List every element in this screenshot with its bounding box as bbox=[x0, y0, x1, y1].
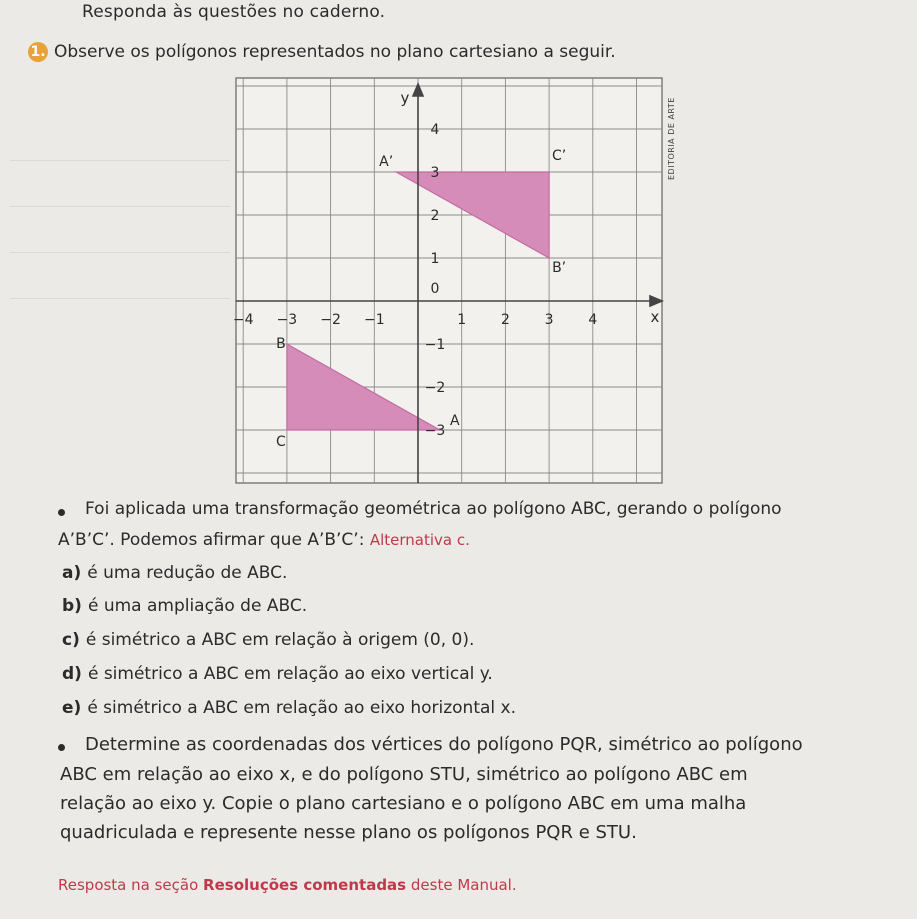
x-axis-label: x bbox=[650, 308, 660, 326]
x-tick-label: 1 bbox=[457, 312, 467, 328]
point-label-c: C bbox=[276, 434, 286, 450]
y-tick-label: 1 bbox=[430, 251, 440, 267]
x-tick-label: −4 bbox=[232, 312, 254, 328]
bullet-1 bbox=[58, 509, 65, 516]
question-intro: 1. Observe os polígonos representados no plano cartesiano a seguir. bbox=[28, 42, 616, 62]
point-label-b: B bbox=[276, 336, 286, 352]
cartesian-plane bbox=[232, 72, 672, 490]
bullet2-line-4: quadriculada e represente nesse plano os polígonos PQR e STU. bbox=[60, 822, 637, 843]
y-axis-label: y bbox=[400, 89, 410, 107]
bullet1-line2: A’B’C’. Podemos afirmar que A’B’C’: Alternativa c. bbox=[58, 530, 470, 550]
y-tick-label: −2 bbox=[424, 380, 446, 396]
y-tick-label: 3 bbox=[430, 165, 440, 181]
option-c: c) é simétrico a ABC em relação à origem (0, 0). bbox=[62, 630, 475, 650]
y-tick-label: −3 bbox=[424, 423, 446, 439]
y-tick-label: 0 bbox=[430, 281, 440, 297]
bullet1-line1: Foi aplicada uma transformação geométrica ao polígono ABC, gerando o polígono bbox=[85, 499, 782, 519]
point-label-b-prime: B’ bbox=[552, 260, 567, 276]
x-tick-label: 4 bbox=[588, 312, 598, 328]
x-tick-label: −1 bbox=[363, 312, 385, 328]
bullet-2 bbox=[58, 744, 65, 751]
x-tick-label: 3 bbox=[544, 312, 554, 328]
x-tick-label: 2 bbox=[500, 312, 510, 328]
y-tick-label: 4 bbox=[430, 122, 440, 138]
point-label-c-prime: C’ bbox=[551, 148, 567, 164]
point-label-a: A bbox=[450, 413, 460, 429]
page-header: Responda às questões no caderno. bbox=[82, 2, 386, 22]
bleed-through-texture bbox=[10, 120, 230, 440]
y-tick-label: 2 bbox=[430, 208, 440, 224]
answer-text: Alternativa c. bbox=[369, 531, 470, 549]
option-a: a) é uma redução de ABC. bbox=[62, 563, 288, 583]
option-e: e) é simétrico a ABC em relação ao eixo horizontal x. bbox=[62, 698, 517, 718]
x-tick-label: −2 bbox=[320, 312, 341, 328]
option-d: d) é simétrico a ABC em relação ao eixo vertical y. bbox=[62, 664, 493, 684]
point-label-a-prime: A’ bbox=[379, 154, 394, 170]
y-tick-label: −1 bbox=[424, 337, 446, 353]
bullet2-line-1: Determine as coordenadas dos vértices do polígono PQR, simétrico ao polígono bbox=[85, 734, 803, 755]
bullet2-line-2: ABC em relação ao eixo x, e do polígono STU, simétrico ao polígono ABC em bbox=[60, 764, 748, 785]
x-tick-label: −3 bbox=[276, 312, 298, 328]
question-number: 1. bbox=[28, 42, 48, 62]
option-b: b) é uma ampliação de ABC. bbox=[62, 596, 308, 616]
answer-note: Resposta na seção Resoluções comentadas deste Manual. bbox=[58, 876, 517, 894]
image-credit: EDITORIA DE ARTE bbox=[667, 97, 676, 180]
bullet2-line-3: relação ao eixo y. Copie o plano cartesiano e o polígono ABC em uma malha bbox=[60, 793, 747, 814]
